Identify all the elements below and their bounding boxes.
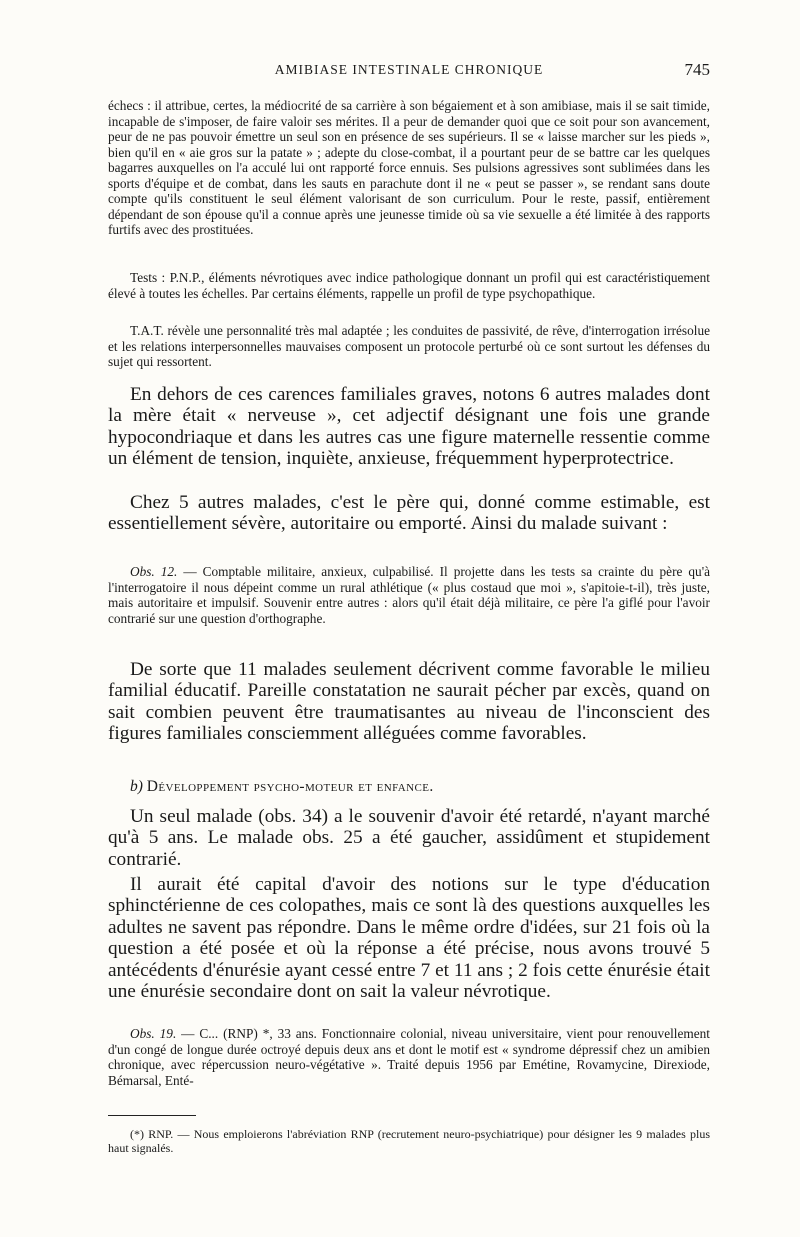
page-header [108, 60, 710, 84]
body-paragraph-favorable: De sorte que 11 malades seulement décrivent comme favorable le milieu familial éducatif. Pareille constatation ne saurait pécher par excès, quand on sait combien peuvent être traumatisantes au niveau de l'inconscient des figures familiales consciemment alléguées comme favorables. [108, 659, 710, 745]
footnote: (*) RNP. — Nous emploierons l'abréviation RNP (recrutement neuro-psychiatrique) pour désigner les 9 malades plus haut signalés. [108, 1127, 710, 1155]
observation-12 [108, 564, 710, 626]
body-paragraph-father: Chez 5 autres malades, c'est le père qui, donné comme estimable, est essentiellement sévère, autoritaire ou emporté. Ainsi du malade suivant : [108, 492, 710, 535]
footnote-rule [108, 1115, 196, 1116]
body-paragraph-development: Un seul malade (obs. 34) a le souvenir d'avoir été retardé, n'ayant marché qu'à 5 ans. Le malade obs. 25 a été gaucher, assidûment et stupidement contrarié. [108, 806, 710, 870]
case-paragraph-continued: échecs : il attribue, certes, la médiocrité de sa carrière à son bégaiement et à son amibiase, mais il se sait timide, incapable de s'imposer, de faire valoir ses mérites. Il a peur de demander quoi que ce soit pour son avancement, peur de ne pas pouvoir émettre un seul son en présence de ses supérieurs. Il se « laisse marcher sur les pieds », bien qu'il en « aie gros sur la patate » ; adepte du close-combat, il a pourtant peur de se battre car les quelques bagarres auxquelles on l'a acculé lui ont rapporté force ennuis. Ses pulsions agressives sont sublimées dans les sports d'équipe et de combat, dans les sauts en parachute dont il ne « peut se passer », se rendant sans doute compte qu'ils constituent le seul élément valorisant de son curriculum. Pour le reste, passif, entièrement dépendant de son épouse qu'il a connue après une jeunesse timide où sa vie sexuelle a été limitée à des rapports furtifs avec des prostituées. [108, 98, 710, 237]
section-heading [108, 778, 710, 796]
observation-text: — C... (RNP) *, 33 ans. Fonctionnaire colonial, niveau universitaire, vient pour renouvellement d'un congé de longue durée octroyé depuis deux ans et dont le motif est « syndrome dépressif chez un amibien chronique, avec répercussion neuro-végétative ». Traité depuis 1956 par Emétine, Rovamycine, Direxiode, Bémarsal, Enté- [108, 1026, 710, 1088]
tat-paragraph: T.A.T. révèle une personnalité très mal adaptée ; les conduites de passivité, de rêve, d'interrogation irrésolue et les relations interpersonnelles mauvaises composent un protocole perturbé où ce sont surtout les défenses du sujet qui ressortent. [108, 323, 710, 369]
observation-text: — Comptable militaire, anxieux, culpabilisé. Il projette dans les tests sa crainte du père qu'à l'interrogatoire il nous dépeint comme un rural athlétique (« plus costaud que moi », s'apitoie-t-il), très juste, mais autoritaire et impulsif. Souvenir entre autres : alors qu'il était déjà militaire, ce père l'a giflé pour l'avoir contrarié sur une question d'orthographe. [108, 564, 710, 626]
tests-paragraph: Tests : P.N.P., éléments névrotiques avec indice pathologique donnant un profil qui est caractéristiquement élevé à toutes les échelles. Par certains éléments, rappelle un profil de type psychopathique. [108, 270, 710, 301]
observation-label: Obs. 19. [130, 1026, 177, 1041]
running-title: AMIBIASE INTESTINALE CHRONIQUE [274, 62, 544, 77]
body-paragraph-enuresis: Il aurait été capital d'avoir des notions sur le type d'éducation sphinctérienne de ces colopathes, mais ce sont là des questions auxquelles les adultes ne savent pas répondre. Dans le même ordre d'idées, sur 21 fois où la question a été posée et où la réponse a été précise, nous avons trouvé 5 antécédents d'énurésie ayant cessé entre 7 et 11 ans ; 2 fois cette énurésie était une énurésie secondaire dont on sait la valeur névrotique. [108, 874, 710, 1003]
body-paragraph-mother: En dehors de ces carences familiales graves, notons 6 autres malades dont la mère était « nerveuse », cet adjectif désignant une fois une grande hypocondriaque et dans les autres cas une figure maternelle ressentie comme un élément de tension, inquiète, anxieuse, fréquemment hyperprotectrice. [108, 384, 710, 470]
section-letter: b) [130, 778, 143, 795]
page-number: 745 [684, 60, 710, 79]
section-title: Développement psycho-moteur et enfance. [146, 778, 434, 795]
observation-19 [108, 1026, 710, 1088]
observation-label: Obs. 12. [130, 564, 178, 579]
